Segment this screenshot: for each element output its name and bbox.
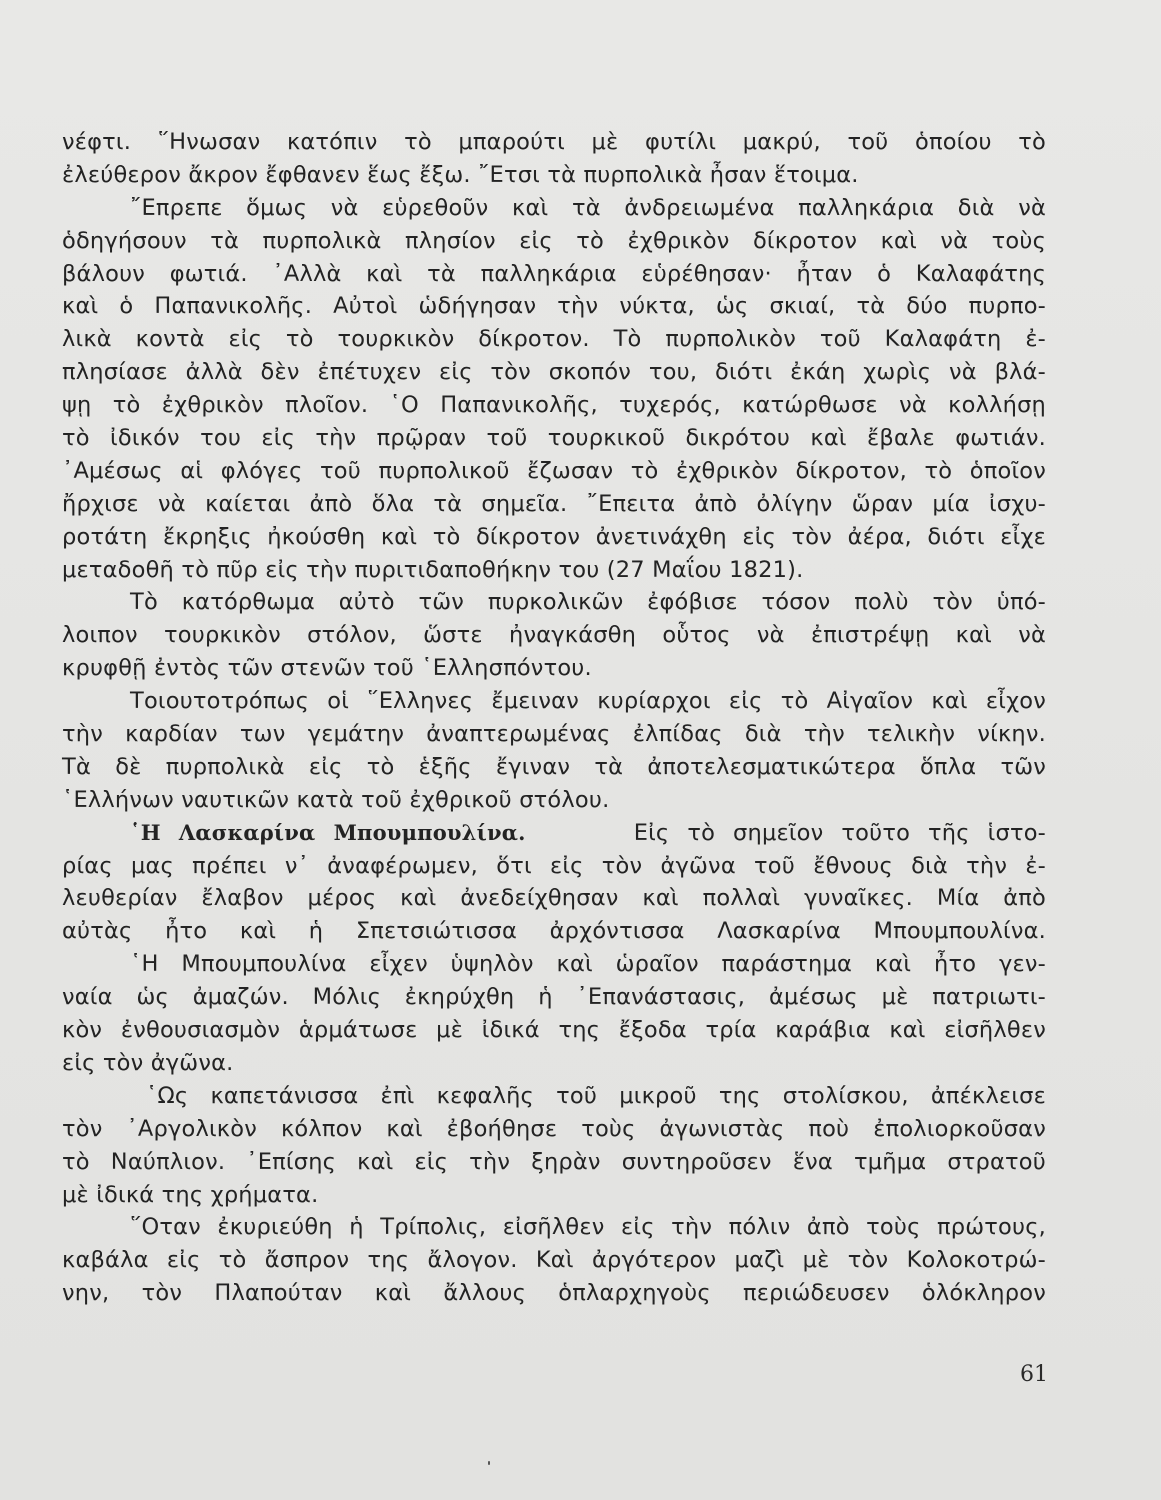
text-line: Τὸ κατόρθωμα αὐτὸ τῶν πυρκολικῶν ἐφόβισε τόσον πολὺ τὸν ὑπό-	[130, 589, 1046, 616]
text-line: βάλουν φωτιά. ᾿Αλλὰ καὶ τὰ παλληκάρια εὑρέθησαν· ἦταν ὁ Καλαφάτης	[62, 260, 1046, 287]
page-number: 61	[1020, 1362, 1048, 1387]
text-line: Τοιουτοτρόπως οἱ ῞Ελληνες ἔμειναν κυρίαρχοι εἰς τὸ Αἰγαῖον καὶ εἶχον	[130, 688, 1046, 715]
text-line: αὐτὰς ἦτο καὶ ἡ Σπετσιώτισσα ἀρχόντισσα Λασκαρίνα Μπουμπουλίνα.	[62, 918, 1046, 945]
text-line: ῎Επρεπε ὅμως νὰ εὑρεθοῦν καὶ τὰ ἀνδρειωμένα παλληκάρια διὰ νὰ	[130, 194, 1046, 221]
body-text	[62, 126, 1046, 1310]
text-line: ὁδηγήσουν τὰ πυρπολικὰ πλησίον εἰς τὸ ἐχθρικὸν δίκροτον καὶ νὰ τοὺς	[62, 227, 1046, 254]
text-line: ῾Ως καπετάνισσα ἐπὶ κεφαλῆς τοῦ μικροῦ της στολίσκου, ἀπέκλεισε	[146, 1082, 1046, 1109]
text-line: κρυφθῇ ἐντὸς τῶν στενῶν τοῦ ῾Ελλησπόντου.	[62, 655, 592, 682]
text-line: ῞Οταν ἐκυριεύθη ἡ Τρίπολις, εἰσῆλθεν εἰς τὴν πόλιν ἀπὸ τοὺς πρώτους,	[130, 1214, 1046, 1241]
text-line: καβάλα εἰς τὸ ἄσπρον της ἄλογον. Καὶ ἀργότερον μαζὶ μὲ τὸν Κολοκοτρώ-	[62, 1247, 1046, 1274]
text-line: εἰς τὸν ἀγῶνα.	[62, 1049, 234, 1076]
paper-speck	[488, 1461, 490, 1465]
text-line: νέφτι. ῞Ηνωσαν κατόπιν τὸ μπαρούτι μὲ φυτίλι μακρύ, τοῦ ὁποίου τὸ	[62, 129, 1046, 155]
text-line: πλησίασε ἀλλὰ δὲν ἐπέτυχεν εἰς τὸν σκοπόν του, διότι ἐκάη χωρὶς νὰ βλά-	[62, 359, 1046, 386]
heading-line-text: Εἰς τὸ σημεῖον τοῦτο τῆς ἱστο-	[633, 819, 1046, 846]
text-line: τὸ ἰδικόν του εἰς τὴν πρῷραν τοῦ τουρκικοῦ δικρότου καὶ ἔβαλε φωτιάν.	[62, 425, 1046, 452]
text-line: Τὰ δὲ πυρπολικὰ εἰς τὸ ἑξῆς ἔγιναν τὰ ἀποτελεσματικώτερα ὅπλα τῶν	[62, 753, 1046, 780]
heading-line	[62, 817, 1046, 850]
text-line: ῾Ελλήνων ναυτικῶν κατὰ τοῦ ἐχθρικοῦ στόλου.	[62, 786, 610, 813]
text-line: ἤρχισε νὰ καίεται ἀπὸ ὅλα τὰ σημεῖα. ῎Επειτα ἀπὸ ὀλίγην ὥραν μία ἰσχυ-	[62, 490, 1046, 517]
text-line: καὶ ὁ Παπανικολῆς. Αὐτοὶ ὡδήγησαν τὴν νύκτα, ὡς σκιαί, τὰ δύο πυρπο-	[62, 293, 1046, 320]
text-line: νην, τὸν Πλαπούταν καὶ ἄλλους ὁπλαρχηγοὺς περιώδευσεν ὁλόκληρον	[62, 1280, 1046, 1307]
text-line: κὸν ἐνθουσιασμὸν ἁρμάτωσε μὲ ἰδικά της ἔξοδα τρία καράβια καὶ εἰσῆλθεν	[62, 1017, 1046, 1044]
text-line: ἐλεύθερον ἄκρον ἔφθανεν ἕως ἔξω. ῎Ετσι τὰ πυρπολικὰ ἦσαν ἕτοιμα.	[62, 161, 859, 188]
text-line: ροτάτη ἔκρηξις ἠκούσθη καὶ τὸ δίκροτον ἀνετινάχθη εἰς τὸν ἀέρα, διότι εἶχε	[62, 523, 1046, 550]
text-line: μὲ ἰδικά της χρήματα.	[62, 1181, 319, 1208]
text-line: λευθερίαν ἔλαβον μέρος καὶ ἀνεδείχθησαν καὶ πολλαὶ γυναῖκες. Μία ἀπὸ	[62, 885, 1046, 912]
text-line: ρίας μας πρέπει ν᾿ ἀναφέρωμεν, ὅτι εἰς τὸν ἀγῶνα τοῦ ἔθνους διὰ τὴν ἐ-	[62, 852, 1046, 879]
text-line: ψῃ τὸ ἐχθρικὸν πλοῖον. ῾Ο Παπανικολῆς, τυχερός, κατώρθωσε νὰ κολλήσῃ	[62, 392, 1046, 419]
text-line: τὴν καρδίαν των γεμάτην ἀναπτερωμένας ἐλπίδας διὰ τὴν τελικὴν νίκην.	[62, 721, 1046, 748]
section-heading: ῾Η Λασκαρίνα Μπουμπουλίνα.	[130, 819, 526, 845]
text-line: ᾿Αμέσως αἱ φλόγες τοῦ πυρπολικοῦ ἔζωσαν τὸ ἐχθρικὸν δίκροτον, τὸ ὁποῖον	[62, 457, 1046, 484]
text-line: λοιπον τουρκικὸν στόλον, ὥστε ἠναγκάσθη οὗτος νὰ ἐπιστρέψῃ καὶ νὰ	[62, 622, 1046, 649]
text-line: τὸν ᾿Αργολικὸν κόλπον καὶ ἐβοήθησε τοὺς ἀγωνιστὰς ποὺ ἐπολιορκοῦσαν	[62, 1115, 1046, 1142]
text-line: ναία ὡς ἀμαζών. Μόλις ἐκηρύχθη ἡ ᾿Επανάστασις, ἀμέσως μὲ πατριωτι-	[62, 984, 1046, 1011]
text-line: τὸ Ναύπλιον. ᾿Επίσης καὶ εἰς τὴν ξηρὰν συντηροῦσεν ἕνα τμῆμα στρατοῦ	[62, 1148, 1046, 1175]
text-line: ῾Η Μπουμπουλίνα εἶχεν ὑψηλὸν καὶ ὡραῖον παράστημα καὶ ἦτο γεν-	[130, 951, 1046, 978]
text-line: μεταδοθῆ τὸ πῦρ εἰς τὴν πυριτιδαποθήκην του (27 Μαΐου 1821).	[62, 556, 804, 583]
text-line: λικὰ κοντὰ εἰς τὸ τουρκικὸν δίκροτον. Τὸ πυρπολικὸν τοῦ Καλαφάτη ἐ-	[62, 326, 1046, 353]
